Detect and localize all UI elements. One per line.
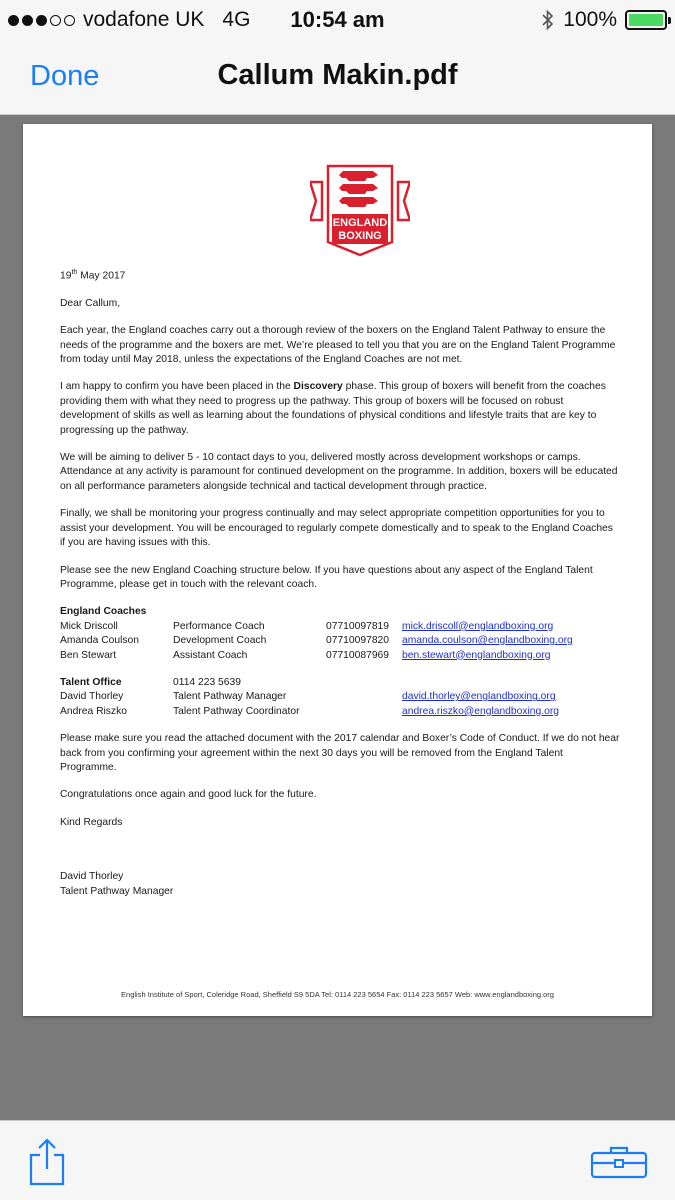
table-row: David Thorley Talent Pathway Manager david.thorley@englandboxing.org (60, 691, 556, 703)
svg-text:ENGLAND: ENGLAND (332, 217, 388, 229)
email-link[interactable]: mick.driscoll@englandboxing.org (402, 620, 554, 632)
paragraph-agreement: Please make sure you read the attached document with the 2017 calendar and Boxer’s Code of Conduct. If we do not hear back from you confirming your agreement within the next 30 days you will be removed from the England Talent Programme. (60, 733, 620, 773)
bluetooth-icon (541, 9, 555, 31)
salutation: Dear Callum, (60, 297, 121, 309)
email-link[interactable]: amanda.coulson@englandboxing.org (402, 635, 573, 647)
office-phone: 0114 223 5639 (173, 676, 241, 688)
coaches-table (60, 605, 573, 663)
table-row: Ben Stewart Assistant Coach 07710087969 ben.stewart@englandboxing.org (60, 649, 551, 661)
signatory-name: David Thorley (60, 871, 124, 883)
letter-body (60, 266, 620, 899)
paragraph-review: Each year, the England coaches carry out a thorough review of the boxers on the England Talent Pathway to ensure the needs of the programme and the boxers are met. We’re pleased to tell you that you are on the England Talent Programme from today until May 2018, unless the expectations of the England Coaches are not met. (60, 325, 616, 366)
email-link[interactable]: ben.stewart@englandboxing.org (402, 649, 551, 661)
signature-block (60, 870, 620, 899)
letter-date: 19th May 2017 (60, 269, 126, 282)
coaches-heading: England Coaches (60, 606, 147, 618)
carrier-label: vodafone UK (83, 8, 205, 31)
letter-footer: English Institute of Sport, Coleridge Road, Sheffield S9 5DA Tel: 0114 223 5654 Fax: 0114 223 5657 Web: www.englandboxing.org (121, 990, 554, 999)
paragraph-congratulations: Congratulations once again and good luck for the future. (60, 789, 317, 801)
england-boxing-logo (310, 162, 410, 258)
top-bar (0, 0, 675, 115)
share-icon[interactable] (28, 1137, 66, 1187)
office-heading: Talent Office (60, 676, 122, 688)
status-time: 10:54 am (290, 7, 385, 32)
battery-percent: 100% (563, 8, 617, 31)
network-label: 4G (222, 8, 251, 31)
table-row: Amanda Coulson Development Coach 07710097820 amanda.coulson@englandboxing.org (60, 635, 573, 647)
battery-icon (625, 10, 667, 30)
status-bar (0, 0, 675, 40)
done-button[interactable]: Done (30, 60, 100, 92)
bottom-toolbar (0, 1120, 675, 1200)
navigation-bar (0, 40, 675, 115)
table-row: Mick Driscoll Performance Coach 07710097819 mick.driscoll@englandboxing.org (60, 620, 554, 632)
svg-text:BOXING: BOXING (338, 230, 382, 242)
paragraph-structure: Please see the new England Coaching structure below. If you have questions about any aspect of the England Talent Programme, please get in touch with the relevant coach. (60, 564, 593, 590)
email-link[interactable]: david.thorley@englandboxing.org (402, 691, 556, 703)
paragraph-monitoring: Finally, we shall be monitoring your progress continually and may select appropriate competition opportunities for you to assist your development. You will be encouraged to regularly compete domestically and to speak to the England Coaches if you are having issues with this. (60, 508, 613, 549)
email-link[interactable]: andrea.riszko@englandboxing.org (402, 705, 559, 717)
talent-office-table (60, 676, 559, 719)
signatory-title: Talent Pathway Manager (60, 885, 174, 897)
paragraph-discovery: I am happy to confirm you have been placed in the Discovery phase. This group of boxers will benefit from the coaches providing them with what they need to progress up the pathway. This group of boxers will be focused on robust development of skills as well as learning about the foundations of physical conditions and lifestyle traits that are key to progressing up the pathway. (60, 381, 606, 436)
closing: Kind Regards (60, 816, 123, 828)
table-row: Andrea Riszko Talent Pathway Coordinator andrea.riszko@englandboxing.org (60, 705, 559, 717)
pdf-page[interactable] (23, 124, 652, 1016)
document-title: Callum Makin.pdf (217, 59, 458, 91)
briefcase-icon[interactable] (590, 1145, 648, 1179)
paragraph-contact-days: We will be aiming to deliver 5 - 10 contact days to you, delivered mostly across development workshops or camps. Attendance at any activity is paramount for continued development on the programme. In addition, boxers will be educated on all performance parameters alongside technical and tactical development through practice. (60, 452, 618, 492)
